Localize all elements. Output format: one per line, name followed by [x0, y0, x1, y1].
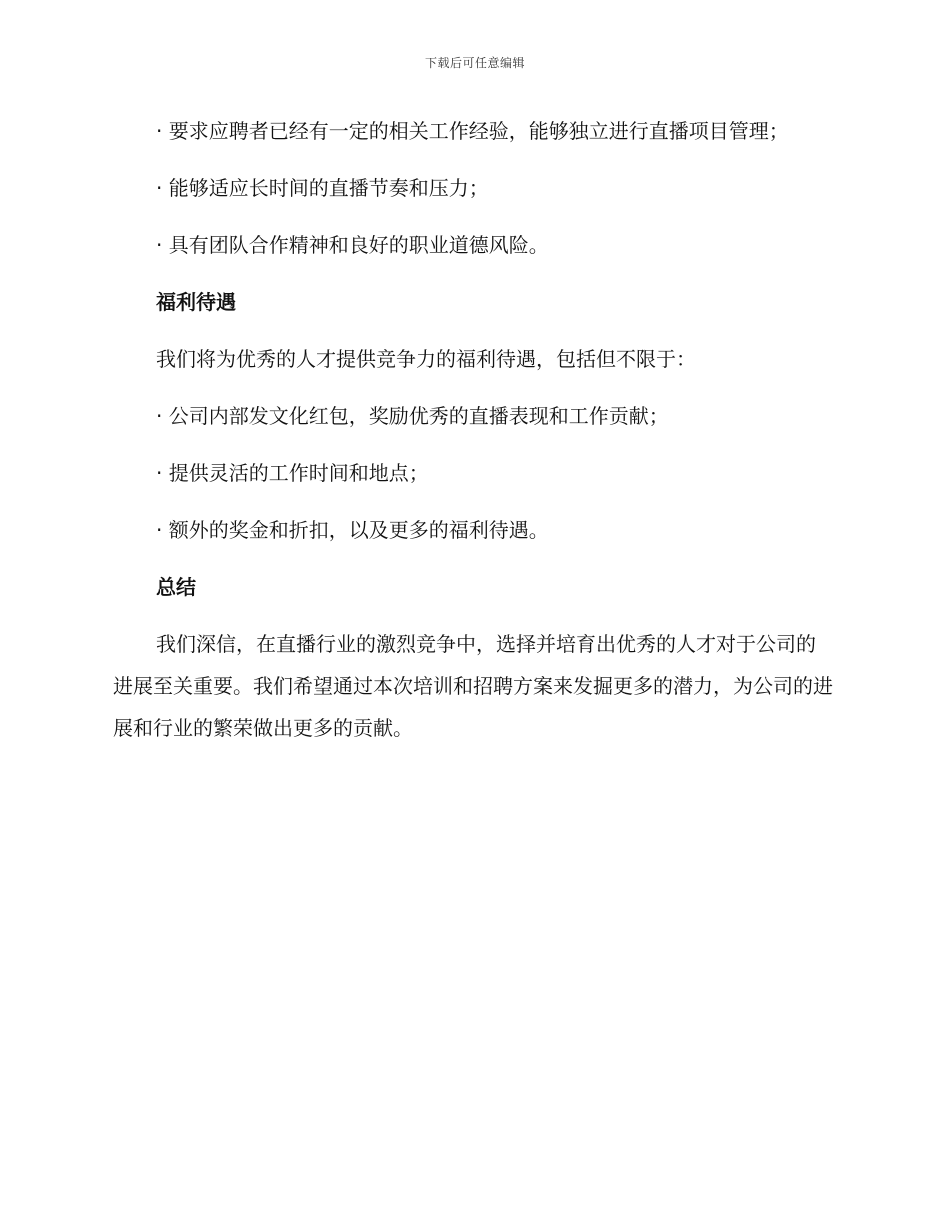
summary-heading: 总结 [156, 575, 196, 599]
benefit-item: · 公司内部发文化红包，奖励优秀的直播表现和工作贡献； [156, 404, 669, 428]
document-body [113, 110, 833, 749]
benefit-item: · 提供灵活的工作时间和地点； [156, 461, 429, 485]
requirement-item: · 要求应聘者已经有一定的相关工作经验，能够独立进行直播项目管理； [156, 119, 789, 143]
benefits-heading: 福利待遇 [156, 290, 236, 314]
header-note: 下载后可任意编辑 [424, 56, 525, 70]
summary-text: 我们深信，在直播行业的激烈竞争中，选择并培育出优秀的人才对于公司的进展至关重要。我们希望通过本次培训和招聘方案来发掘更多的潜力，为公司的进展和行业的繁荣做出更多的贡献。 [113, 632, 833, 740]
benefits-intro: 我们将为优秀的人才提供竞争力的福利待遇，包括但不限于： [156, 347, 696, 371]
requirement-item: · 能够适应长时间的直播节奏和压力； [156, 176, 489, 200]
benefit-item: · 额外的奖金和折扣，以及更多的福利待遇。 [156, 518, 549, 542]
requirement-item: · 具有团队合作精神和良好的职业道德风险。 [156, 233, 549, 257]
